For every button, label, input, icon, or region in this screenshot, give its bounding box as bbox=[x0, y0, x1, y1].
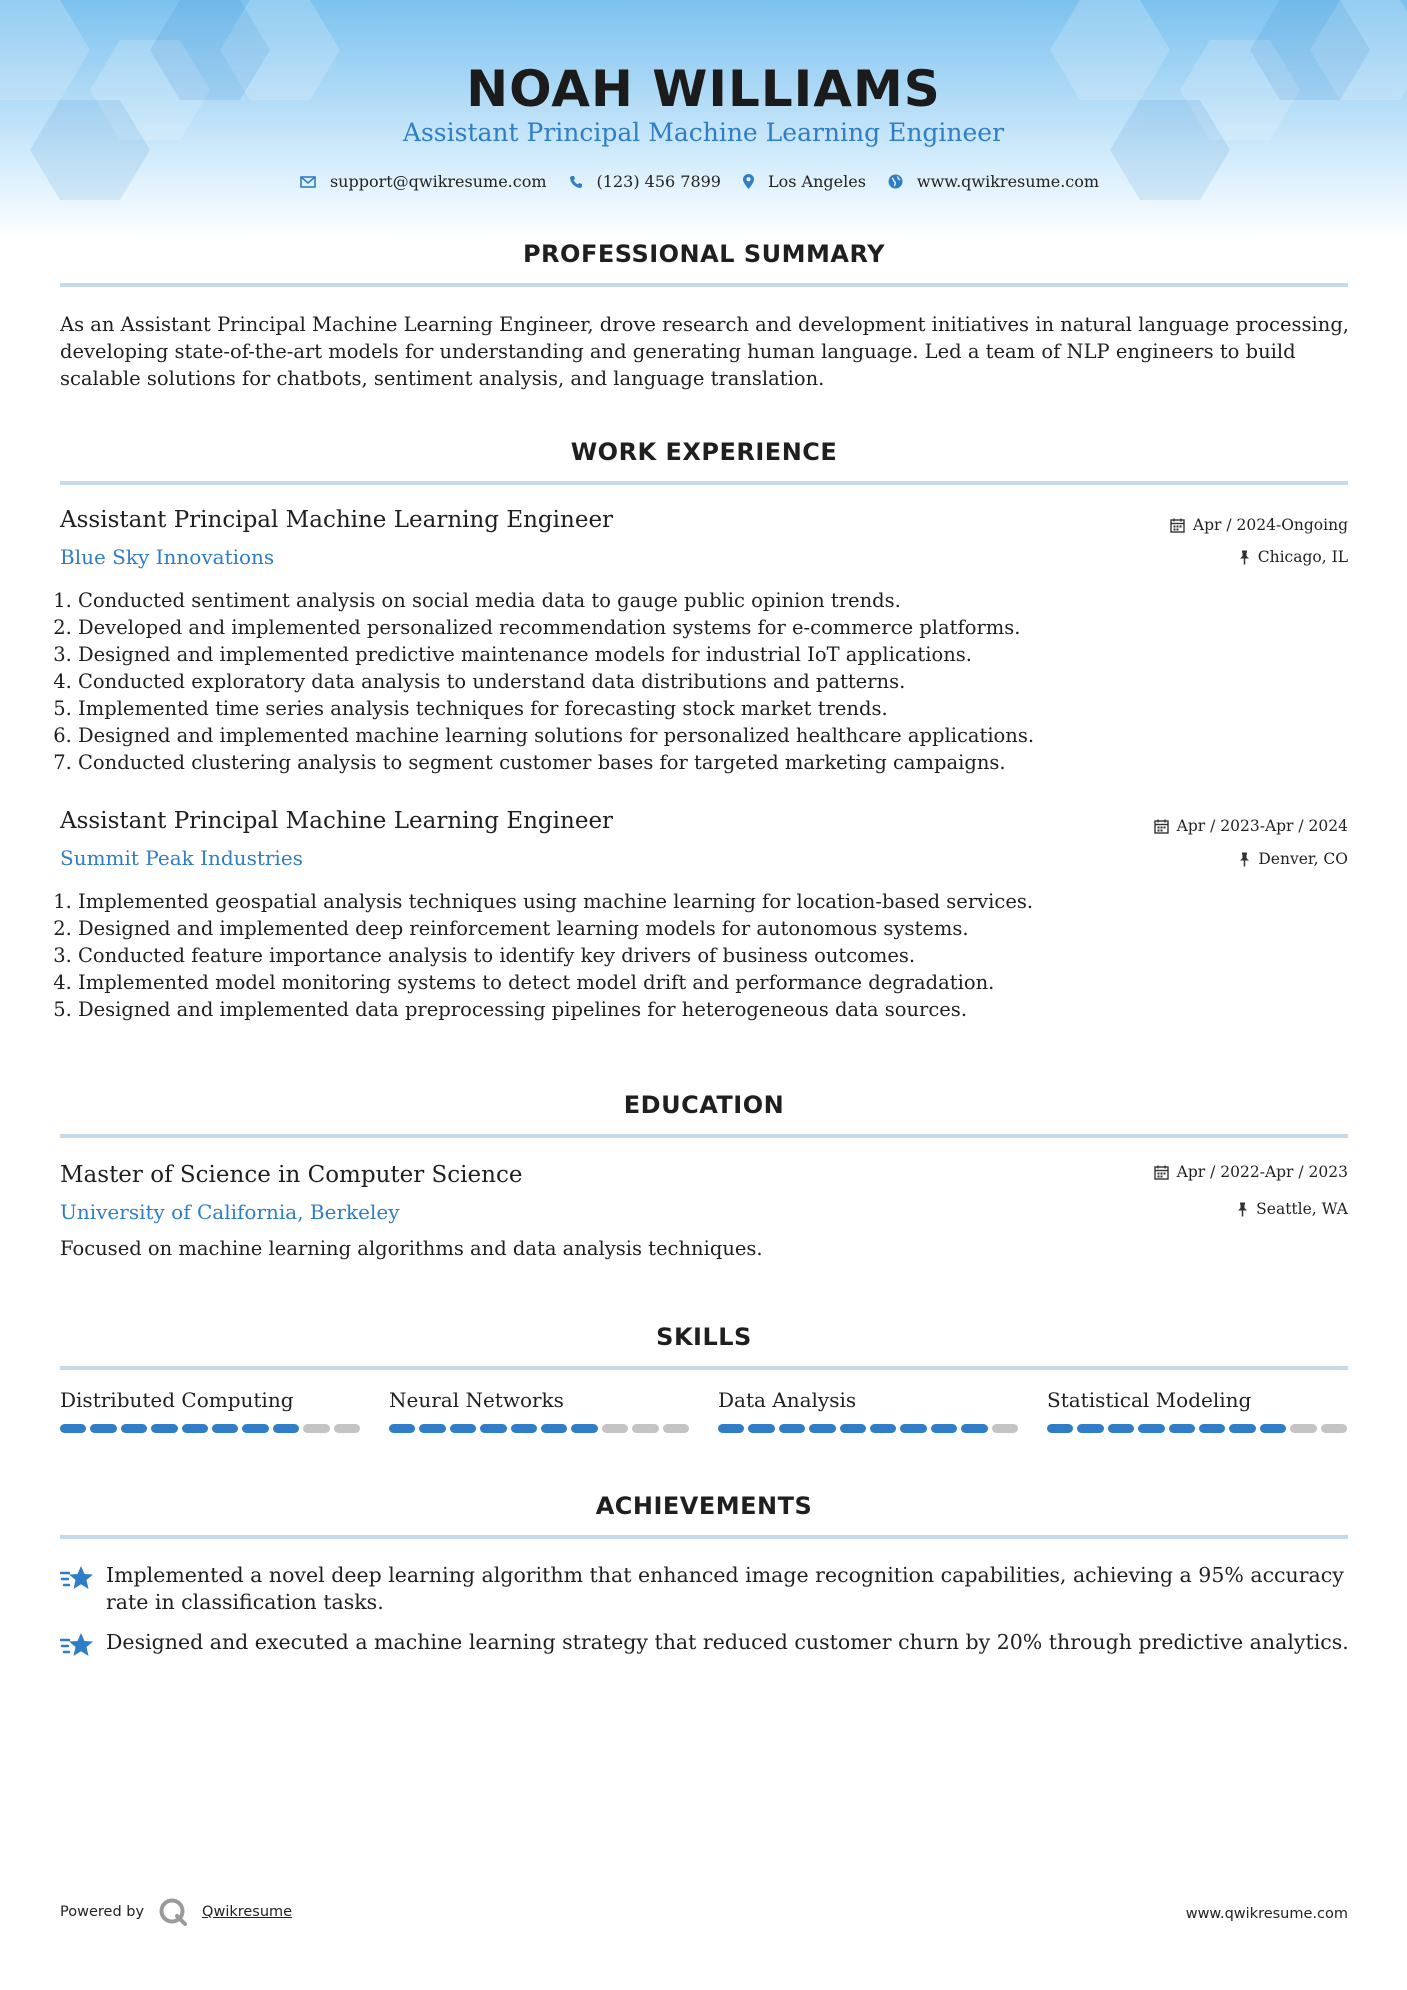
section-divider bbox=[60, 1366, 1348, 1370]
section-title-skills: SKILLS bbox=[656, 1323, 752, 1351]
skill-segment-filled bbox=[1047, 1424, 1073, 1433]
skill-segment-filled bbox=[1199, 1424, 1225, 1433]
achievement-text: Designed and executed a machine learning strategy that reduced customer churn by 20% through predictive analytics. bbox=[106, 1630, 1349, 1654]
skill-segment-empty bbox=[1290, 1424, 1316, 1433]
skill-segment-filled bbox=[1260, 1424, 1286, 1433]
skill-segment-filled bbox=[1077, 1424, 1103, 1433]
contact-phone-text: (123) 456 7899 bbox=[596, 172, 721, 191]
skill-segment-filled bbox=[389, 1424, 415, 1433]
list-item: 7. Conducted clustering analysis to segment customer bases for targeted marketing campaigns. bbox=[78, 749, 1358, 776]
job-location-text: Denver, CO bbox=[1258, 850, 1348, 868]
achievement-text: Implemented a novel deep learning algorithm that enhanced image recognition capabilities, achieving a 95% accuracy rate in classification tasks. bbox=[106, 1563, 1344, 1614]
skill-segment-empty bbox=[334, 1424, 360, 1433]
job-dates-text: Apr / 2024-Ongoing bbox=[1192, 516, 1348, 534]
list-item: 5. Designed and implemented data preprocessing pipelines for heterogeneous data sources. bbox=[78, 996, 1358, 1023]
candidate-name: NOAH WILLIAMS bbox=[466, 60, 941, 118]
skill-segment-filled bbox=[419, 1424, 445, 1433]
skill-segment-filled bbox=[121, 1424, 147, 1433]
education-degree: Master of Science in Computer Science bbox=[60, 1162, 523, 1188]
job-dates-text: Apr / 2023-Apr / 2024 bbox=[1176, 817, 1348, 835]
skill-segment-filled bbox=[182, 1424, 208, 1433]
achievement-item bbox=[60, 1629, 1350, 1659]
list-item: 4. Implemented model monitoring systems to detect model drift and performance degradation. bbox=[78, 969, 1358, 996]
skill-segment-filled bbox=[900, 1424, 926, 1433]
skill-name: Distributed Computing bbox=[60, 1388, 294, 1412]
job-location-text: Chicago, IL bbox=[1257, 548, 1348, 566]
job-title: Assistant Principal Machine Learning Engineer bbox=[60, 507, 614, 533]
contact-email-text: support@qwikresume.com bbox=[329, 172, 547, 191]
skill-segment-filled bbox=[511, 1424, 537, 1433]
section-title-summary: PROFESSIONAL SUMMARY bbox=[522, 240, 886, 268]
education-location bbox=[1237, 1200, 1348, 1218]
skill-segment-filled bbox=[151, 1424, 177, 1433]
skill-segment-filled bbox=[60, 1424, 86, 1433]
skill-segment-filled bbox=[571, 1424, 597, 1433]
skill-segment-filled bbox=[1108, 1424, 1134, 1433]
skill-segment-filled bbox=[1169, 1424, 1195, 1433]
skill-segment-filled bbox=[870, 1424, 896, 1433]
contact-phone[interactable] bbox=[569, 172, 721, 191]
globe-icon bbox=[888, 174, 903, 189]
skill-segment-filled bbox=[748, 1424, 774, 1433]
job-location bbox=[1239, 850, 1348, 868]
skill-segment-filled bbox=[961, 1424, 987, 1433]
calendar-icon bbox=[1170, 518, 1185, 533]
education-dates bbox=[1154, 1163, 1348, 1181]
skill-segment-empty bbox=[632, 1424, 658, 1433]
powered-by-label: Powered by bbox=[60, 1904, 145, 1920]
list-item: 3. Conducted feature importance analysis to identify key drivers of business outcomes. bbox=[78, 942, 1358, 969]
list-item: 1. Conducted sentiment analysis on social media data to gauge public opinion trends. bbox=[78, 587, 1358, 614]
contact-location-text: Los Angeles bbox=[767, 172, 866, 191]
pushpin-icon bbox=[1239, 550, 1250, 565]
list-item: 3. Designed and implemented predictive maintenance models for industrial IoT applications. bbox=[78, 641, 1358, 668]
skills-grid bbox=[60, 1388, 1348, 1433]
job-dates bbox=[1154, 817, 1348, 835]
list-item: 1. Implemented geospatial analysis techniques using machine learning for location-based services. bbox=[78, 888, 1358, 915]
achievement-item bbox=[60, 1562, 1350, 1616]
skill-item bbox=[1047, 1388, 1347, 1433]
contact-website[interactable] bbox=[888, 172, 1099, 191]
section-title-work: WORK EXPERIENCE bbox=[570, 438, 838, 466]
pushpin-icon bbox=[1237, 1202, 1248, 1217]
job-bullets bbox=[58, 888, 1358, 1023]
skill-segment-empty bbox=[663, 1424, 689, 1433]
skill-level-bar bbox=[718, 1424, 1018, 1433]
section-divider bbox=[60, 481, 1348, 485]
skill-level-bar bbox=[1047, 1424, 1347, 1433]
skill-segment-filled bbox=[212, 1424, 238, 1433]
education-description: Focused on machine learning algorithms and data analysis techniques. bbox=[60, 1237, 763, 1260]
contact-bar bbox=[0, 172, 1407, 191]
contact-location bbox=[743, 172, 866, 191]
skill-segment-filled bbox=[779, 1424, 805, 1433]
job-title: Assistant Principal Machine Learning Engineer bbox=[60, 808, 614, 834]
list-item: 6. Designed and implemented machine learning solutions for personalized healthcare applications. bbox=[78, 722, 1358, 749]
contact-website-text: www.qwikresume.com bbox=[916, 172, 1100, 191]
skill-segment-empty bbox=[602, 1424, 628, 1433]
phone-icon bbox=[569, 175, 583, 189]
skill-item bbox=[718, 1388, 1018, 1433]
summary-text: As an Assistant Principal Machine Learning Engineer, drove research and development initiatives in natural language processing, developing state-of-the-art models for understanding and generating human language. Led a team of NLP engineers to build scalable solutions for chatbots, sentiment analysis, and language translation. bbox=[60, 313, 1349, 390]
skill-level-bar bbox=[60, 1424, 360, 1433]
skill-name: Neural Networks bbox=[389, 1388, 564, 1412]
skill-segment-filled bbox=[840, 1424, 866, 1433]
list-item: 2. Developed and implemented personalized recommendation systems for e-commerce platforms. bbox=[78, 614, 1358, 641]
job-company: Blue Sky Innovations bbox=[60, 545, 275, 569]
skill-segment-filled bbox=[242, 1424, 268, 1433]
job-dates bbox=[1170, 516, 1348, 534]
job-location bbox=[1239, 548, 1348, 566]
calendar-icon bbox=[1154, 1165, 1169, 1180]
section-title-achievements: ACHIEVEMENTS bbox=[595, 1492, 813, 1520]
skill-segment-filled bbox=[273, 1424, 299, 1433]
contact-email[interactable] bbox=[300, 172, 547, 191]
skill-segment-empty bbox=[1321, 1424, 1347, 1433]
qwikresume-link[interactable]: Qwikresume bbox=[202, 1904, 293, 1920]
skill-segment-filled bbox=[1138, 1424, 1164, 1433]
education-location-text: Seattle, WA bbox=[1256, 1200, 1348, 1218]
pushpin-icon bbox=[1239, 852, 1250, 867]
skill-name: Data Analysis bbox=[718, 1388, 857, 1412]
skill-name: Statistical Modeling bbox=[1047, 1388, 1252, 1412]
star-icon bbox=[60, 1564, 94, 1592]
job-bullets bbox=[58, 587, 1358, 776]
candidate-title: Assistant Principal Machine Learning Engineer bbox=[402, 118, 1005, 147]
skill-segment-filled bbox=[541, 1424, 567, 1433]
section-divider bbox=[60, 1535, 1348, 1539]
skill-segment-empty bbox=[992, 1424, 1018, 1433]
skill-item bbox=[60, 1388, 360, 1433]
skill-segment-filled bbox=[450, 1424, 476, 1433]
list-item: 5. Implemented time series analysis techniques for forecasting stock market trends. bbox=[78, 695, 1358, 722]
skill-segment-filled bbox=[809, 1424, 835, 1433]
envelope-icon bbox=[300, 176, 316, 188]
section-title-education: EDUCATION bbox=[623, 1091, 785, 1119]
education-dates-text: Apr / 2022-Apr / 2023 bbox=[1176, 1163, 1348, 1181]
qwikresume-logo-icon bbox=[158, 1897, 188, 1927]
skill-level-bar bbox=[389, 1424, 689, 1433]
education-school: University of California, Berkeley bbox=[60, 1200, 400, 1224]
footer-website[interactable]: www.qwikresume.com bbox=[1185, 1906, 1348, 1922]
skill-segment-filled bbox=[90, 1424, 116, 1433]
skill-segment-filled bbox=[1229, 1424, 1255, 1433]
list-item: 2. Designed and implemented deep reinforcement learning models for autonomous systems. bbox=[78, 915, 1358, 942]
skill-segment-empty bbox=[303, 1424, 329, 1433]
section-divider bbox=[60, 283, 1348, 287]
skill-segment-filled bbox=[480, 1424, 506, 1433]
skill-segment-filled bbox=[718, 1424, 744, 1433]
list-item: 4. Conducted exploratory data analysis to understand data distributions and patterns. bbox=[78, 668, 1358, 695]
skill-item bbox=[389, 1388, 689, 1433]
calendar-icon bbox=[1154, 819, 1169, 834]
footer-powered-by bbox=[60, 1897, 292, 1927]
section-divider bbox=[60, 1134, 1348, 1138]
star-icon bbox=[60, 1631, 94, 1659]
skill-segment-filled bbox=[931, 1424, 957, 1433]
job-company: Summit Peak Industries bbox=[60, 846, 303, 870]
map-pin-icon bbox=[743, 174, 754, 189]
